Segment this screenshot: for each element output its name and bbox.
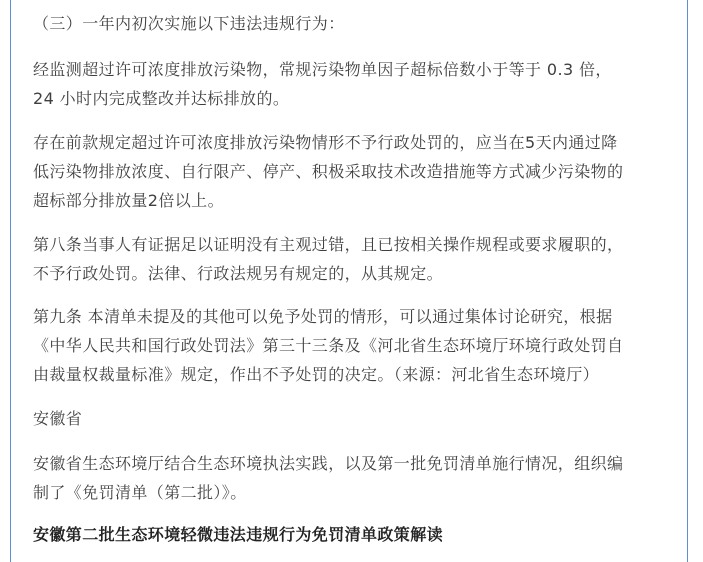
right-border-line <box>687 0 688 562</box>
paragraph-remediation <box>33 128 675 215</box>
text-line: 不予行政处罚。法律、行政法规另有规定的，从其规定。 <box>33 264 444 283</box>
paragraph-article-9 <box>33 302 675 389</box>
paragraph-anhui-label <box>33 404 675 433</box>
paragraph-monitoring <box>33 55 675 113</box>
paragraph-item-3 <box>33 9 675 38</box>
text-line: 《中华人民共和国行政处罚法》第三十三条及《河北省生态环境厅环境行政处罚自 <box>33 336 624 355</box>
text-line: （三）一年内初次实施以下违法违规行为： <box>33 14 345 33</box>
text-line: 第八条当事人有证据足以证明没有主观过错，且已按相关操作规程或要求履职的， <box>33 235 624 254</box>
text-line: 由裁量权裁量标准》规定，作出不予处罚的决定。（来源：河北省生态环境厅） <box>33 365 600 384</box>
section-heading <box>33 520 675 549</box>
paragraph-anhui-intro <box>33 449 675 507</box>
text-line: 安徽省生态环境厅结合生态环境执法实践，以及第一批免罚清单施行情况，组织编 <box>33 454 624 473</box>
text-line: 制了《免罚清单（第二批）》。 <box>33 483 247 502</box>
paragraph-article-8 <box>33 230 675 288</box>
text-line: 存在前款规定超过许可浓度排放污染物情形不予行政处罚的，应当在5天内通过降 <box>33 133 618 152</box>
text-line: 低污染物排放浓度、自行限产、停产、积极采取技术改造措施等方式减少污染物的 <box>33 162 624 181</box>
text-line: 24 小时内完成整改并达标排放的。 <box>33 89 290 108</box>
text-line: 经监测超过许可浓度排放污染物，常规污染物单因子超标倍数小于等于 0.3 倍， <box>33 60 612 79</box>
left-border-line <box>10 0 11 562</box>
text-line: 安徽省 <box>33 409 83 428</box>
text-line: 第九条 本清单未提及的其他可以免予处罚的情形，可以通过集体讨论研究，根据 <box>33 307 613 326</box>
heading-text: 安徽第二批生态环境轻微违法违规行为免罚清单政策解读 <box>33 525 444 544</box>
text-line: 超标部分排放量2倍以上。 <box>33 191 224 210</box>
